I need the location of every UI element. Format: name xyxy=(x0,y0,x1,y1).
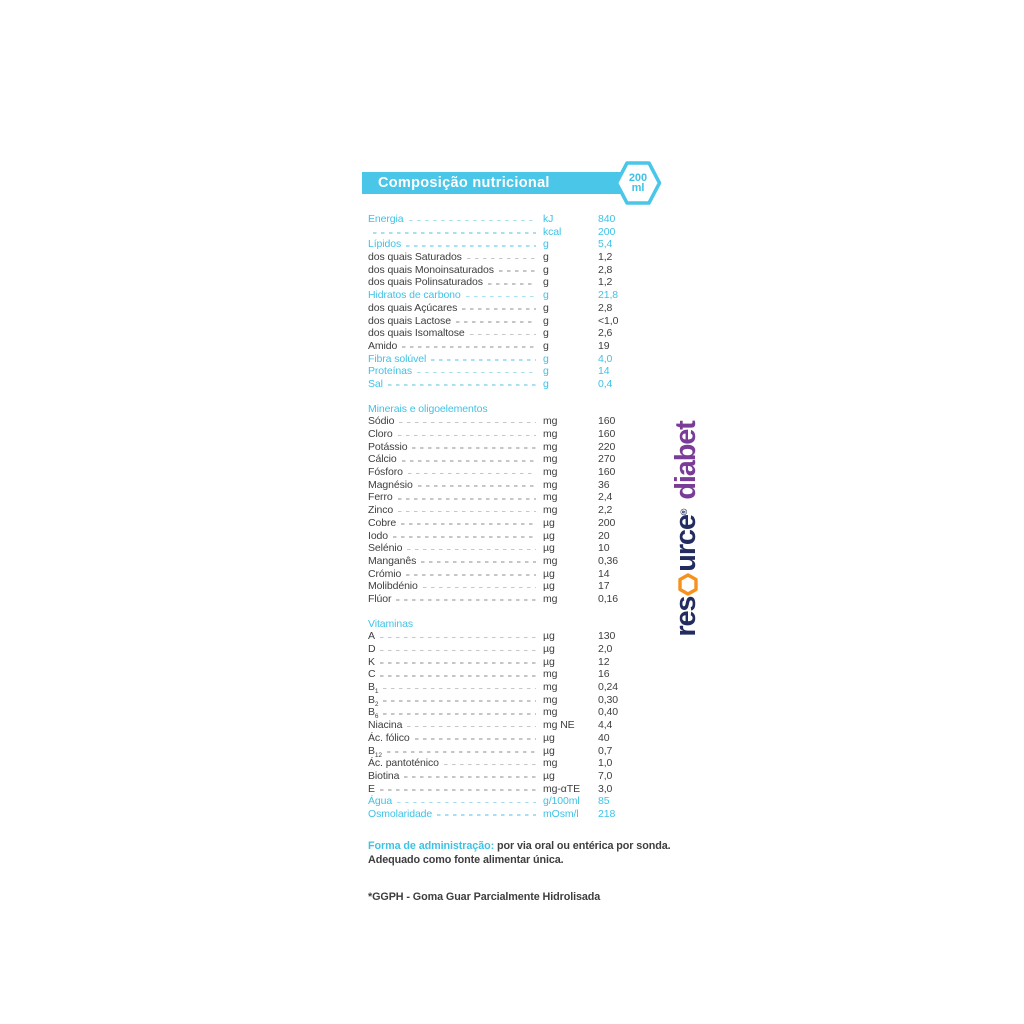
nutrient-unit: mg xyxy=(543,693,558,706)
nutrient-value: 40 xyxy=(598,731,610,744)
dotted-leader xyxy=(470,334,536,336)
dotted-leader xyxy=(407,549,536,551)
table-row xyxy=(368,302,660,315)
nutrient-label: Energia xyxy=(368,213,404,225)
nutrient-label: E xyxy=(368,782,375,795)
nutrient-value: 5,4 xyxy=(598,238,613,251)
table-row xyxy=(368,340,660,353)
nutrient-value: 17 xyxy=(598,580,610,593)
nutrient-label: Hidratos de carbono xyxy=(368,289,461,302)
nutrient-value: 3,0 xyxy=(598,782,613,795)
dotted-leader xyxy=(402,460,536,462)
nutrient-label: Cálcio xyxy=(368,453,397,466)
table-row xyxy=(368,580,660,593)
nutrient-unit: g xyxy=(543,352,549,365)
table-row xyxy=(368,238,660,251)
nutrient-unit: mg xyxy=(543,453,558,466)
administration-label: Forma de administração: xyxy=(368,840,495,852)
table-row xyxy=(368,517,660,530)
nutrient-value: 2,0 xyxy=(598,643,613,655)
nutrient-value: 7,0 xyxy=(598,769,613,782)
table-row xyxy=(368,656,660,669)
nutrient-unit: µg xyxy=(543,655,555,668)
nutrient-unit: g xyxy=(543,327,549,340)
nutrient-unit: mg xyxy=(543,681,558,694)
dotted-leader xyxy=(402,346,536,348)
dotted-leader xyxy=(393,536,536,538)
dotted-leader xyxy=(423,587,536,589)
table-section xyxy=(368,618,660,821)
nutrition-table xyxy=(368,213,660,821)
nutrient-label: $B_{12}$ xyxy=(368,744,382,759)
dotted-leader xyxy=(380,662,536,664)
table-row xyxy=(368,681,660,694)
dotted-leader xyxy=(383,688,536,690)
nutrient-label: Magnésio xyxy=(368,478,413,491)
dotted-leader xyxy=(466,296,536,298)
nutrient-unit: mg xyxy=(543,554,558,567)
table-row xyxy=(368,466,660,479)
table-row xyxy=(368,504,660,517)
dotted-leader xyxy=(380,637,536,639)
nutrient-value: 200 xyxy=(598,225,616,238)
dotted-leader xyxy=(373,232,536,234)
nutrient-unit: mg xyxy=(543,415,558,428)
nutrient-value: 0,24 xyxy=(598,681,619,694)
dotted-leader xyxy=(415,738,536,740)
table-row xyxy=(368,213,660,226)
nutrient-label: Molibdénio xyxy=(368,580,418,593)
nutrient-value: 0,16 xyxy=(598,592,619,605)
nutrient-unit: mg xyxy=(543,428,558,440)
nutrient-label: Osmolaridade xyxy=(368,807,433,820)
nutrient-value: 1,2 xyxy=(598,276,613,289)
nutrient-label: dos quais Polinsaturados xyxy=(368,276,483,289)
dotted-leader xyxy=(408,473,536,475)
dotted-leader xyxy=(388,384,536,386)
dotted-leader xyxy=(406,245,536,247)
nutrient-label: Lípidos xyxy=(368,238,402,251)
nutrient-unit: kJ xyxy=(543,213,554,225)
dotted-leader xyxy=(417,372,536,374)
table-row xyxy=(368,719,660,732)
nutrient-value: 2,8 xyxy=(598,301,613,314)
nutrient-label: Ferro xyxy=(368,491,393,504)
nutrient-unit: g xyxy=(543,251,549,264)
dotted-leader xyxy=(398,511,536,513)
nutrient-unit: mOsm/l xyxy=(543,807,579,820)
table-row xyxy=(368,530,660,543)
ggph-footnote: *GGPH - Goma Guar Parcialmente Hidrolisada xyxy=(368,891,601,903)
nutrient-unit: g xyxy=(543,238,549,251)
dotted-leader xyxy=(387,751,536,753)
nutrient-label: Iodo xyxy=(368,529,389,542)
nutrient-unit: g xyxy=(543,314,549,327)
nutrient-unit: mg xyxy=(543,757,558,770)
nutrient-label-subscript: 1 xyxy=(374,688,379,696)
nutrient-value: 4,0 xyxy=(598,352,613,365)
administration-text: por via oral ou entérica por sonda. xyxy=(494,840,671,852)
dotted-leader xyxy=(397,802,536,804)
nutrient-value: 0,40 xyxy=(598,706,619,719)
header-bar xyxy=(362,172,634,194)
dotted-leader xyxy=(421,561,536,563)
nutrient-unit: mg xyxy=(543,592,558,605)
section-header: Minerais e oligoelementos xyxy=(368,402,488,415)
nutrient-label: dos quais Isomaltose xyxy=(368,327,465,340)
dotted-leader xyxy=(406,574,536,576)
nutrient-unit: mg xyxy=(543,440,558,453)
nutrient-label: $B_6$ xyxy=(368,706,379,721)
table-row xyxy=(368,491,660,504)
nutrient-value: 85 xyxy=(598,795,610,808)
nutrient-label-subscript: 2 xyxy=(374,700,379,708)
nutrient-value: 19 xyxy=(598,339,610,352)
nutrient-label: Ác. pantoténico xyxy=(368,757,439,770)
nutrient-unit: mg xyxy=(543,668,558,681)
serving-size-value: 200 xyxy=(628,171,648,184)
nutrient-unit: µg xyxy=(543,643,555,655)
nutrient-unit: mg xyxy=(543,478,558,491)
nutrient-value: 0,7 xyxy=(598,744,613,757)
nutrient-value: 20 xyxy=(598,529,610,542)
nutrient-unit: g xyxy=(543,301,549,314)
nutrient-label: Niacina xyxy=(368,719,403,732)
nutrient-value: 2,4 xyxy=(598,491,613,504)
dotted-leader xyxy=(488,283,536,285)
nutrient-value: 14 xyxy=(598,567,610,580)
nutrient-label: Flúor xyxy=(368,592,392,605)
section-header: Vitaminas xyxy=(368,617,414,630)
nutrient-label-subscript: 12 xyxy=(374,751,382,759)
table-row xyxy=(368,542,660,555)
table-row xyxy=(368,706,660,719)
dotted-leader xyxy=(444,764,536,766)
dotted-leader xyxy=(396,599,536,601)
dotted-leader xyxy=(462,308,536,310)
nutrient-label: $B_1$ xyxy=(368,681,379,696)
table-section xyxy=(368,213,660,391)
dotted-leader xyxy=(399,422,536,424)
nutrient-value: 200 xyxy=(598,516,616,529)
table-row xyxy=(368,668,660,681)
nutrient-label: Sal xyxy=(368,377,383,390)
nutrient-label: dos quais Saturados xyxy=(368,251,462,264)
table-row xyxy=(368,745,660,758)
nutrient-value: 14 xyxy=(598,365,610,378)
table-row xyxy=(368,327,660,340)
table-row xyxy=(368,453,660,466)
table-row xyxy=(368,783,660,796)
nutrient-unit: µg xyxy=(543,516,555,529)
nutrient-label: Potássio xyxy=(368,440,408,453)
table-row xyxy=(368,808,660,821)
table-row xyxy=(368,378,660,391)
table-row xyxy=(368,428,660,441)
dotted-leader xyxy=(398,435,536,437)
nutrient-label: Proteínas xyxy=(368,365,413,378)
nutrient-label: K xyxy=(368,655,375,668)
table-row xyxy=(368,289,660,302)
nutrient-unit: mg NE xyxy=(543,719,575,732)
nutrient-unit: mg xyxy=(543,466,558,479)
table-row xyxy=(368,694,660,707)
nutrient-label: Amido xyxy=(368,339,398,352)
dotted-leader xyxy=(383,700,536,702)
brand-logo xyxy=(666,419,706,639)
dotted-leader xyxy=(404,776,536,778)
nutrient-unit: mg xyxy=(543,504,558,517)
nutrient-value: 840 xyxy=(598,213,616,225)
nutrient-label: A xyxy=(368,630,375,643)
nutrient-label: Sódio xyxy=(368,415,395,428)
dotted-leader xyxy=(499,270,536,272)
nutrient-unit: mg xyxy=(543,491,558,504)
nutrient-value: 220 xyxy=(598,440,616,453)
nutrient-value: 16 xyxy=(598,668,610,681)
dotted-leader xyxy=(380,789,536,791)
nutrient-unit: µg xyxy=(543,580,555,593)
nutrient-unit: g/100ml xyxy=(543,795,580,808)
table-row xyxy=(368,353,660,366)
nutrient-unit: g xyxy=(543,365,549,378)
dotted-leader xyxy=(380,650,536,652)
nutrient-unit: kcal xyxy=(543,225,562,238)
table-row xyxy=(368,568,660,581)
nutrient-value: 130 xyxy=(598,630,616,643)
nutrient-value: 218 xyxy=(598,807,616,820)
brand-resource-prefix: res xyxy=(669,596,702,637)
nutrient-value: <1,0 xyxy=(598,314,619,327)
nutrient-label: Água xyxy=(368,795,393,808)
nutrient-value: 270 xyxy=(598,453,616,466)
nutrient-unit: g xyxy=(543,339,549,352)
nutrient-label: Zinco xyxy=(368,504,394,517)
nutrient-value: 2,6 xyxy=(598,327,613,340)
brand-resource-suffix: urce xyxy=(669,515,702,572)
registered-trademark-icon: ® xyxy=(679,508,689,516)
dotted-leader xyxy=(456,321,536,323)
nutrient-value: 1,0 xyxy=(598,757,613,770)
nutrient-unit: mg xyxy=(543,706,558,719)
nutrient-label: Fibra solúvel xyxy=(368,352,427,365)
nutrient-label: C xyxy=(368,668,376,681)
table-row xyxy=(368,226,660,239)
table-row xyxy=(368,276,660,289)
table-row xyxy=(368,770,660,783)
table-row xyxy=(368,365,660,378)
nutrient-unit: µg xyxy=(543,567,555,580)
nutrient-label: dos quais Monoinsaturados xyxy=(368,263,494,276)
nutrient-value: 0,4 xyxy=(598,377,613,390)
dotted-leader xyxy=(401,523,536,525)
nutrient-label: D xyxy=(368,643,376,655)
serving-size-text xyxy=(614,160,662,206)
table-row xyxy=(368,643,660,656)
dotted-leader xyxy=(380,675,536,677)
nutrient-value: 2,2 xyxy=(598,504,613,517)
nutrient-unit: g xyxy=(543,263,549,276)
nutrient-label: Fósforo xyxy=(368,466,403,479)
nutrient-unit: mg-αTE xyxy=(543,782,580,795)
nutrient-label: Manganês xyxy=(368,554,417,567)
table-section xyxy=(368,403,660,606)
dotted-leader xyxy=(418,485,536,487)
dotted-leader xyxy=(437,814,536,816)
nutrient-value: 10 xyxy=(598,542,610,555)
nutrient-value: 36 xyxy=(598,478,610,491)
serving-size-unit: ml xyxy=(631,182,645,194)
table-row xyxy=(368,441,660,454)
nutrient-unit: g xyxy=(543,289,549,302)
dotted-leader xyxy=(467,258,536,260)
table-row xyxy=(368,251,660,264)
nutrient-label: Biotina xyxy=(368,769,400,782)
sole-source-text: Adequado como fonte alimentar única. xyxy=(368,853,564,866)
nutrient-unit: g xyxy=(543,276,549,289)
table-row xyxy=(368,315,660,328)
nutrient-label: Cobre xyxy=(368,516,397,529)
nutrient-value: 160 xyxy=(598,415,616,428)
table-row xyxy=(368,415,660,428)
table-row xyxy=(368,555,660,568)
nutrient-value: 21,8 xyxy=(598,289,619,302)
table-row xyxy=(368,264,660,277)
dotted-leader xyxy=(383,713,536,715)
nutrient-unit: µg xyxy=(543,630,555,643)
nutrient-label: dos quais Açúcares xyxy=(368,301,458,314)
dotted-leader xyxy=(407,726,536,728)
table-row xyxy=(368,732,660,745)
table-row xyxy=(368,593,660,606)
table-row xyxy=(368,757,660,770)
nutrient-value: 160 xyxy=(598,466,616,479)
nutrient-label: Selénio xyxy=(368,542,403,555)
nutrient-value: 160 xyxy=(598,428,616,440)
nutrient-value: 4,4 xyxy=(598,719,613,732)
administration-note xyxy=(368,840,678,867)
nutrient-label: Ác. fólico xyxy=(368,731,410,744)
table-row xyxy=(368,479,660,492)
dotted-leader xyxy=(431,359,536,361)
nutrient-unit: µg xyxy=(543,529,555,542)
dotted-leader xyxy=(412,447,536,449)
nutrient-label: dos quais Lactose xyxy=(368,314,451,327)
nutrient-value: 0,30 xyxy=(598,693,619,706)
nutrient-unit: µg xyxy=(543,542,555,555)
page-title: Composição nutricional xyxy=(378,175,550,191)
nutrient-value: 0,36 xyxy=(598,554,619,567)
nutrient-value: 1,2 xyxy=(598,251,613,264)
serving-size-badge xyxy=(614,160,662,206)
brand-sub-brand: diabet xyxy=(669,421,702,500)
table-row xyxy=(368,795,660,808)
dotted-leader xyxy=(409,220,537,222)
nutrient-unit: g xyxy=(543,377,549,390)
nutrient-label: Crómio xyxy=(368,567,402,580)
table-row xyxy=(368,630,660,643)
nutrient-value: 12 xyxy=(598,655,610,668)
nutrient-unit: µg xyxy=(543,744,555,757)
nutrient-unit: µg xyxy=(543,731,555,744)
hexagon-o-icon xyxy=(678,573,698,596)
nutrient-label: Cloro xyxy=(368,428,393,440)
nutrient-value: 2,8 xyxy=(598,263,613,276)
nutrient-unit: µg xyxy=(543,769,555,782)
dotted-leader xyxy=(398,498,536,500)
nutrient-label-subscript: 6 xyxy=(374,713,379,721)
nutrient-label: $B_2$ xyxy=(368,693,379,708)
